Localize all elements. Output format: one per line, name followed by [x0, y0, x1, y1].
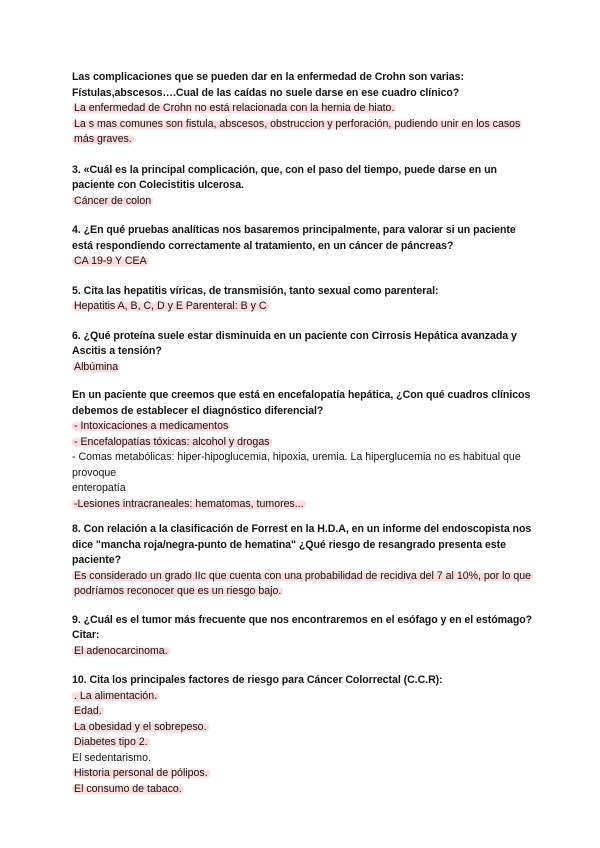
answer-line: [72, 360, 534, 376]
highlighted-answer: Historia personal de pólipos.: [74, 767, 208, 779]
qa-block-4: [72, 223, 534, 270]
answer-line: [72, 689, 534, 705]
question-text: 9. ¿Cuál es el tumor más frecuente que nos encontraremos en el esófago y en el estómago? Citar:: [72, 613, 533, 641]
answer-line: [72, 497, 534, 513]
answer-line: [72, 569, 534, 600]
highlighted-answer: El adenocarcinoma.: [74, 644, 168, 657]
highlighted-answer: Diabetes tipo 2.: [74, 736, 148, 748]
document-page: [72, 70, 534, 811]
highlighted-answer: Es considerado un grado IIc que cuenta con una probabilidad de recidiva del 7 al 10%, por lo que podríamos reconocer que es un riesgo bajo.: [74, 569, 532, 597]
answer-line: enteropatía: [72, 482, 126, 494]
highlighted-answer: El consumo de tabaco.: [74, 782, 182, 795]
qa-block-3: [72, 163, 534, 210]
answer-line: [72, 254, 534, 270]
question-text: Las complicaciones que se pueden dar en la enfermedad de Crohn son varias: Fístulas,abscesos….Cual de las caídas no suele darse en ese cuadro clínico?: [72, 71, 464, 99]
question-text: 4. ¿En qué pruebas analíticas nos basaremos principalmente, para valorar si un paciente está respondiendo correctamente al tratamiento, en un cáncer de páncreas?: [72, 224, 516, 252]
qa-block-9: [72, 613, 534, 660]
answer-line: [72, 194, 534, 210]
answer-line: [72, 766, 534, 782]
answer-line: [72, 101, 534, 117]
highlighted-answer: La obesidad y el sobrepeso.: [74, 720, 207, 733]
highlighted-answer: CA 19-9 Y CEA: [74, 255, 147, 267]
answer-line: [72, 299, 534, 315]
question-text: 6. ¿Qué proteína suele estar disminuida en un paciente con Cirrosis Hepática avanzada y Ascitis a tensión?: [72, 329, 517, 357]
highlighted-answer: Hepatitis A, B, C, D y E Parenteral: B y C: [74, 300, 267, 312]
qa-block-5: [72, 284, 534, 315]
qa-block-crohn: [72, 70, 534, 148]
answer-line: [72, 720, 534, 736]
qa-block-8: [72, 522, 534, 600]
question-text: 10. Cita los principales factores de riesgo para Cáncer Colorrectal (C.C.R):: [72, 674, 443, 686]
highlighted-answer: - Intoxicaciones a medicamentos: [74, 420, 229, 432]
highlighted-answer: Albúmina: [74, 360, 119, 373]
highlighted-answer: . La alimentación.: [74, 689, 158, 702]
answer-line: [72, 435, 534, 451]
answer-line: El sedentarismo.: [72, 751, 151, 764]
highlighted-answer: La s mas comunes son fistula, abscesos, obstruccion y perforación, pudiendo unir en los casos más graves.: [74, 117, 521, 145]
highlighted-answer: La enfermedad de Crohn no está relacionada con la hernia de hiato.: [74, 102, 395, 114]
answer-line: [72, 704, 534, 720]
qa-block-6: [72, 329, 534, 376]
qa-block-encefalopatia: [72, 388, 534, 512]
answer-line: [72, 735, 534, 751]
question-text: 3. «Cuál es la principal complicación, que, con el paso del tiempo, puede darse en un paciente con Colecistitis ulcerosa.: [72, 163, 497, 191]
answer-line: [72, 419, 534, 435]
answer-line: [72, 644, 534, 660]
highlighted-answer: Cáncer de colon: [74, 194, 152, 207]
answer-line: - Comas metabólicas: hiper-hipoglucemia, hipoxia, uremia. La hiperglucemia no es habitual que provoque: [72, 451, 521, 479]
highlighted-answer: - Encefalopatías tóxicas: alcohol y drogas: [74, 435, 270, 448]
answer-line: [72, 782, 534, 798]
highlighted-answer: -Lesiones intracraneales: hematomas, tumores...: [74, 497, 304, 510]
question-text: 5. Cita las hepatitis víricas, de transmisión, tanto sexual como parenteral:: [72, 284, 439, 297]
qa-block-10: [72, 673, 534, 797]
question-text: En un paciente que creemos que está en encefalopatía hepática, ¿Con qué cuadros clínicos debemos de establecer el diagnóstico diferencial?: [72, 389, 531, 417]
highlighted-answer: Edad.: [74, 705, 102, 717]
answer-line: [72, 117, 534, 148]
question-text: 8. Con relación a la clasificación de Forrest en la H.D.A, en un informe del endoscopista nos dice "mancha roja/negra-punto de hematina" ¿Qué riesgo de resangrado presenta este paciente?: [72, 523, 532, 566]
